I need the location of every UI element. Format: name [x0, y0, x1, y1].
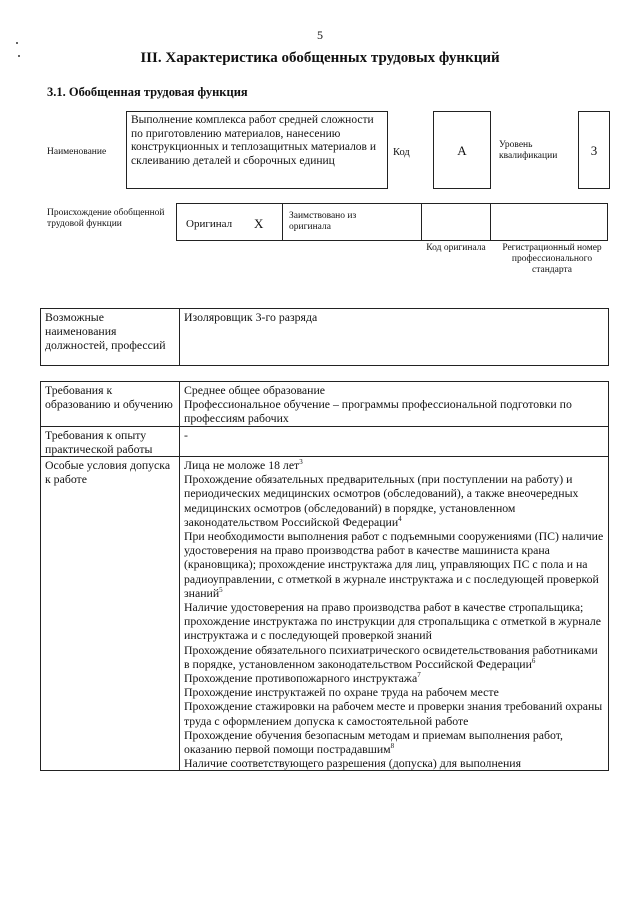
code-value-box [433, 111, 491, 189]
footnote-ref: 4 [398, 514, 402, 523]
borrowed-label: Заимствовано из оригинала [289, 211, 357, 232]
page-number: 5 [317, 28, 323, 42]
level-label: Уровень квалификации [499, 140, 558, 161]
reg-number-caption: Регистрационный номер профессионального стандарта [502, 243, 602, 275]
code-value: А [457, 143, 467, 158]
positions-value: Изоляровщик 3-го разряда [180, 309, 609, 366]
condition-item: При необходимости выполнения работ с подъемными сооружениями (ПС) наличие удостоверения на право производства работ в качестве машиниста крана (крановщика); прохождение инструктажа для лиц, управляющих ПС с пола и на радиоуправлении, с отметкой в журнале инструктажа и с последующей проверкой знаний$^5$ [184, 529, 604, 600]
section-title: III. Характеристика обобщенных трудовых функций [140, 50, 500, 66]
table-row [41, 457, 609, 771]
name-value: Выполнение комплекса работ средней сложности по приготовлению материалов, нанесению конструкционных и теплозащитных материалов и склеиванию деталей и сборочных единиц [131, 114, 377, 167]
code-label: Код [393, 147, 410, 158]
condition-item: Прохождение противопожарного инструктажа$^7$ [184, 671, 421, 686]
education-cell [180, 382, 609, 427]
original-label: Оригинал [186, 218, 233, 230]
level-value-box [578, 111, 610, 189]
positions-table [40, 308, 609, 366]
level-value: 3 [590, 143, 598, 158]
requirements-table [40, 381, 609, 771]
education-line: Профессиональное обучение – программы профессиональной подготовки по профессиям рабочих [184, 397, 572, 426]
origin-label: Происхождение обобщенной трудовой функции [47, 208, 165, 229]
conditions-label: Особые условия допуска к работе [41, 457, 180, 771]
education-label: Требования к образованию и обучению [41, 382, 180, 427]
footnote-ref: 8 [390, 742, 395, 751]
education-line: Среднее общее образование [184, 383, 326, 397]
condition-item: Наличие удостоверения на право производства работ в качестве стропальщика; прохождение инструктажа по инструкции для стропальщика с отметкой в журнале инструктажа и с последующей проверкой знаний [184, 600, 602, 643]
table-row [41, 309, 609, 366]
footnote-ref: 5 [219, 585, 223, 594]
condition-item: Прохождение обучения безопасным методам и приемам выполнения работ, оказанию первой помощи пострадавшим$^8$ [184, 727, 564, 757]
footnote-ref: 6 [531, 656, 536, 665]
condition-item: Лица не моложе 18 лет$^3$ [184, 458, 303, 473]
name-label: Наименование [47, 147, 107, 157]
experience-label: Требования к опыту практической работы [41, 426, 180, 456]
subsection-title: 3.1. Обобщенная трудовая функция [47, 85, 248, 99]
condition-item: Прохождение стажировки на рабочем месте и проверки знания требований охраны труда с оформлением допуска к самостоятельной работе [184, 699, 603, 728]
footnote-ref: 3 [299, 458, 303, 467]
table-row [41, 426, 609, 456]
original-mark: X [254, 216, 264, 231]
name-value-box [126, 111, 388, 189]
code-original-caption: Код оригинала [426, 243, 486, 253]
conditions-cell [180, 457, 609, 771]
table-row [41, 382, 609, 427]
condition-item: Прохождение обязательных предварительных (при поступлении на работу) и периодических медицинских осмотров (обследований), а также внеочередных медицинских осмотров (обследований) в порядке, установленном законодательством Российской Федерации$^4$ [184, 472, 579, 529]
condition-item: Прохождение инструктажей по охране труда на рабочем месте [184, 685, 499, 700]
experience-value: - [180, 426, 609, 456]
condition-item: Прохождение обязательного психиатрического освидетельствования работниками в порядке, установленном законодательством Российской Федерации$^6$ [184, 642, 598, 671]
footnote-ref: 7 [417, 671, 421, 680]
positions-label: Возможные наименования должностей, профессий [41, 309, 180, 366]
condition-item: Наличие соответствующего разрешения (допуска) для выполнения [184, 756, 522, 771]
